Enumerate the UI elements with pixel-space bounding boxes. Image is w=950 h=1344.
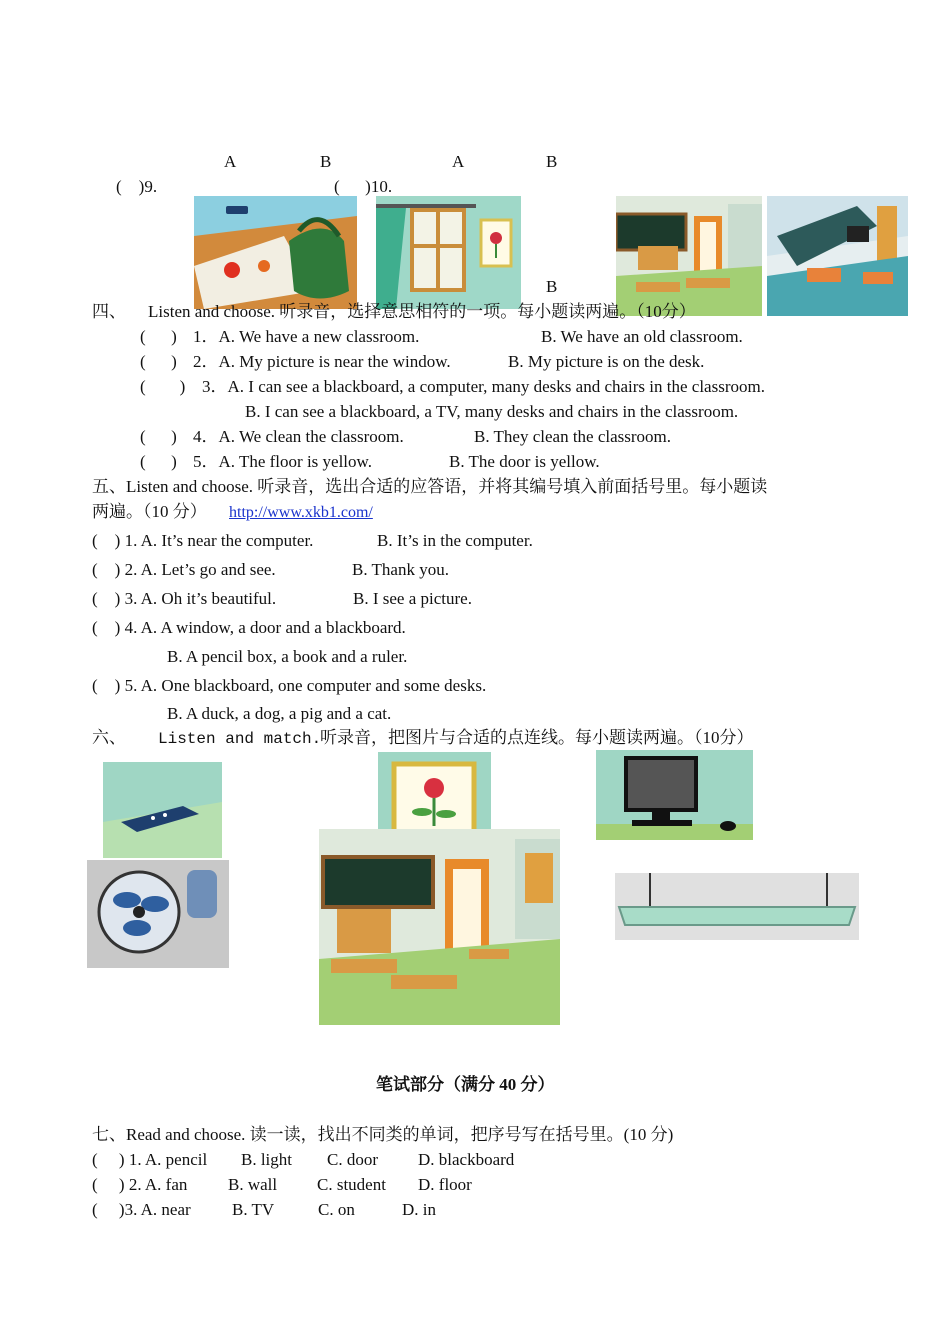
section-4-question: 5．A. The floor is yellow. [193,452,372,471]
section-7-option-d: D. in [402,1200,436,1219]
classroom-picture [319,829,560,1025]
classroom-picture-b [767,196,908,316]
section-6-title-en: Listen and match. [158,730,322,748]
section-7-option-c: C. on [318,1200,355,1219]
section-7-option-b: B. light [241,1150,293,1169]
section-4-option-b: B. We have an old classroom. [541,327,743,346]
section-4-paren: ( ) [140,427,177,446]
section-5-title: 五、Listen and choose. 听录音，选出合适的应答语，并将其编号填入前面括号里。每小题读 [92,477,768,496]
section-6-title-cn: 听录音，把图片与合适的点连线。每小题读两遍。（10分） [320,728,754,747]
section-4-question: 2．A. My picture is near the window. [193,352,451,371]
section-4-paren: ( ) [140,452,177,471]
section-5-option-b: B. A duck, a dog, a pig and a cat. [167,704,392,723]
section-5-option-b: B. Thank you. [352,560,449,579]
section-4-paren: ( ) [140,352,177,371]
section-7-question: ( ) 2. A. fan [92,1175,188,1194]
section-7-option-d: D. blackboard [418,1150,515,1169]
source-link[interactable]: http://www.xkb1.com/ [229,504,373,521]
fan-picture [87,860,229,968]
section-4-option-b: B. They clean the classroom. [474,427,672,446]
section-4-option-b: B. My picture is on the desk. [508,352,705,371]
section-7-option-b: B. wall [228,1175,278,1194]
desk-bag-picture [194,196,357,309]
section-5-option-b: B. A pencil box, a book and a ruler. [167,647,408,666]
section-5-question: ( ) 4. A. A window, a door and a blackboard. [92,618,406,637]
option-label-a: A [452,152,465,171]
section-7-question: ( )3. A. near [92,1200,191,1219]
section-5-question: ( ) 1. A. It’s near the computer. [92,531,314,550]
question-10: ( )10. [334,177,393,196]
computer-picture [596,750,753,840]
section-5-option-b: B. I see a picture. [353,589,472,608]
classroom-picture-a [616,196,762,316]
option-label-b: B [546,277,558,296]
section-7-question: ( ) 1. A. pencil [92,1150,208,1169]
section-5-title-cont: 两遍。（10 分） [92,502,207,521]
light-picture [615,873,859,940]
section-4-number: 四、 [92,302,126,321]
section-4-paren: ( ) [140,327,177,346]
section-5-question: ( ) 3. A. Oh it’s beautiful. [92,589,277,608]
written-part-heading: 笔试部分（满分 40 分） [376,1075,555,1094]
section-7-option-d: D. floor [418,1175,472,1194]
section-4-title: Listen and choose. 听录音，选择意思相符的一项。每小题读两遍。（10分） [148,302,696,321]
section-6-number: 六、 [92,728,126,747]
section-5-question: ( ) 5. A. One blackboard, one computer and some desks. [92,676,487,695]
section-4-option-b: B. The door is yellow. [449,452,600,471]
section-4-option-b: B. I can see a blackboard, a TV, many desks and chairs in the classroom. [245,402,739,421]
section-4-paren: ( ) [140,377,186,396]
section-4-question: 1．A. We have a new classroom. [193,327,420,346]
option-label-b: B [320,152,332,171]
section-7-option-b: B. TV [232,1200,275,1219]
section-7-option-c: C. door [327,1150,378,1169]
question-9: ( )9. [116,177,158,196]
section-5-question: ( ) 2. A. Let’s go and see. [92,560,276,579]
section-7-title: 七、Read and choose. 读一读，找出不同类的单词，把序号写在括号里。(10 分) [92,1125,674,1144]
window-picture [376,196,521,309]
option-label-a: A [224,152,237,171]
section-4-question: 4．A. We clean the classroom. [193,427,404,446]
section-4-question: 3．A. I can see a blackboard, a computer, many desks and chairs in the classroom. [202,377,765,396]
section-5-option-b: B. It’s in the computer. [377,531,533,550]
pencil-box-picture [103,762,222,858]
section-7-option-c: C. student [317,1175,386,1194]
option-label-b: B [546,152,558,171]
